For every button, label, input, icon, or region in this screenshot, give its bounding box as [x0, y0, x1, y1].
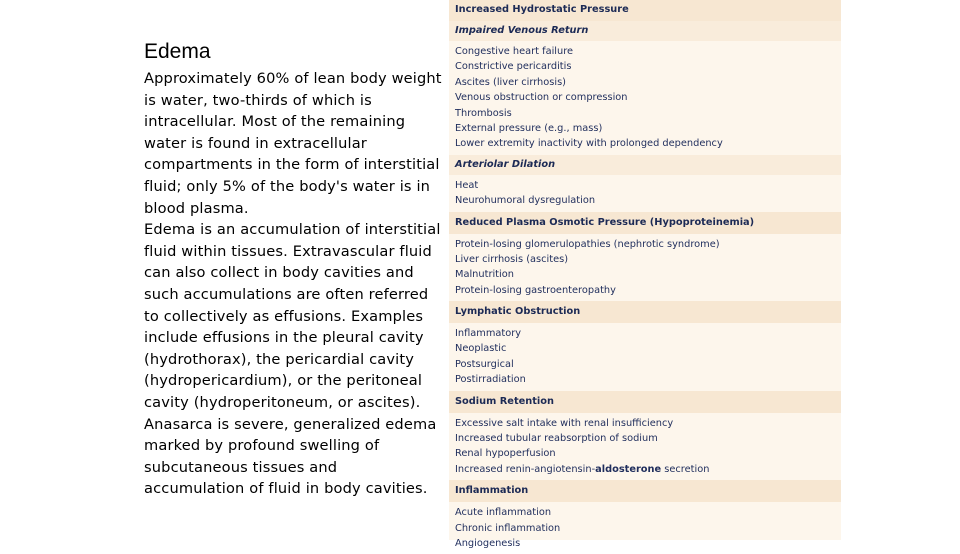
table-item: Ascites (liver cirrhosis) — [455, 76, 567, 88]
table-section-sodium — [449, 391, 841, 481]
table-header: Increased Hydrostatic Pressure — [449, 0, 841, 21]
table-item: Lower extremity inactivity with prolonged dependency — [455, 138, 723, 150]
table-item: Increased tubular reabsorption of sodium — [455, 433, 658, 445]
table-item: Venous obstruction or compression — [455, 92, 628, 104]
slide-body — [144, 68, 442, 500]
table-header: Sodium Retention — [449, 391, 841, 413]
table-subheader: Arteriolar Dilation — [449, 155, 841, 175]
edema-causes-table — [449, 0, 841, 549]
table-item: Neurohumoral dysregulation — [455, 195, 596, 207]
table-item: Neoplastic — [455, 343, 507, 355]
table-item: Inflammatory — [455, 328, 522, 340]
body-paragraph-2: Edema is an accumulation of interstitial fluid within tissues. Extravascular fluid can also collect in body cavities and such accumulations are often referred to collectively as effusions. Examples include effusions in the pleural cavity (hydrothorax), the pericardial cavity (hydropericardium), or the peritoneal cavity (hydroperitoneum, or ascites). Anasarca is severe, generalized edema marked by profound swelling of subcutaneous tissues and accumulation of fluid in body cavities. — [144, 221, 441, 498]
table-subheader: Impaired Venous Return — [449, 21, 841, 41]
table-header: Inflammation — [449, 480, 841, 502]
table-item: Excessive salt intake with renal insufficiency — [455, 417, 674, 429]
table-header: Lymphatic Obstruction — [449, 301, 841, 323]
item-bold: aldosterone — [595, 463, 662, 475]
table-item — [455, 462, 841, 477]
table-item: Renal hypoperfusion — [455, 448, 556, 460]
table-item: Postsurgical — [455, 358, 514, 370]
table-item: Constrictive pericarditis — [455, 61, 572, 73]
table-item: Protein-losing glomerulopathies (nephrotic syndrome) — [455, 238, 720, 250]
table-section-osmotic-pressure — [449, 212, 841, 302]
table-item: Congestive heart failure — [455, 46, 574, 57]
item-prefix: Increased renin-angiotensin- — [455, 463, 596, 475]
table-item: Protein-losing gastroenteropathy — [455, 284, 616, 296]
item-suffix: secretion — [661, 463, 710, 475]
table-section-lymphatic — [449, 301, 841, 391]
table-header: Reduced Plasma Osmotic Pressure (Hypoproteinemia) — [449, 212, 841, 234]
table-item: Chronic inflammation — [455, 522, 561, 534]
table-item: Postirradiation — [455, 374, 526, 386]
table-item: Malnutrition — [455, 269, 514, 281]
table-item: Acute inflammation — [455, 507, 552, 519]
slide-title: Edema — [144, 40, 211, 63]
body-paragraph-1: Approximately 60% of lean body weight is water, two-thirds of which is intracellular. Most of the remaining water is found in extracellular compartments in the form of interstitial fluid; only 5% of the body's water is in blood plasma. — [144, 70, 442, 217]
table-item: Thrombosis — [455, 107, 512, 119]
table-item: External pressure (e.g., mass) — [455, 122, 603, 134]
table-section-arteriolar-dilation — [449, 155, 841, 212]
table-item: Heat — [455, 179, 479, 191]
table-item: Liver cirrhosis (ascites) — [455, 253, 569, 265]
table-section-hydrostatic — [449, 0, 841, 21]
table-section-inflammation — [449, 480, 841, 554]
table-section-venous-return — [449, 21, 841, 155]
table-item: Angiogenesis — [455, 537, 521, 549]
